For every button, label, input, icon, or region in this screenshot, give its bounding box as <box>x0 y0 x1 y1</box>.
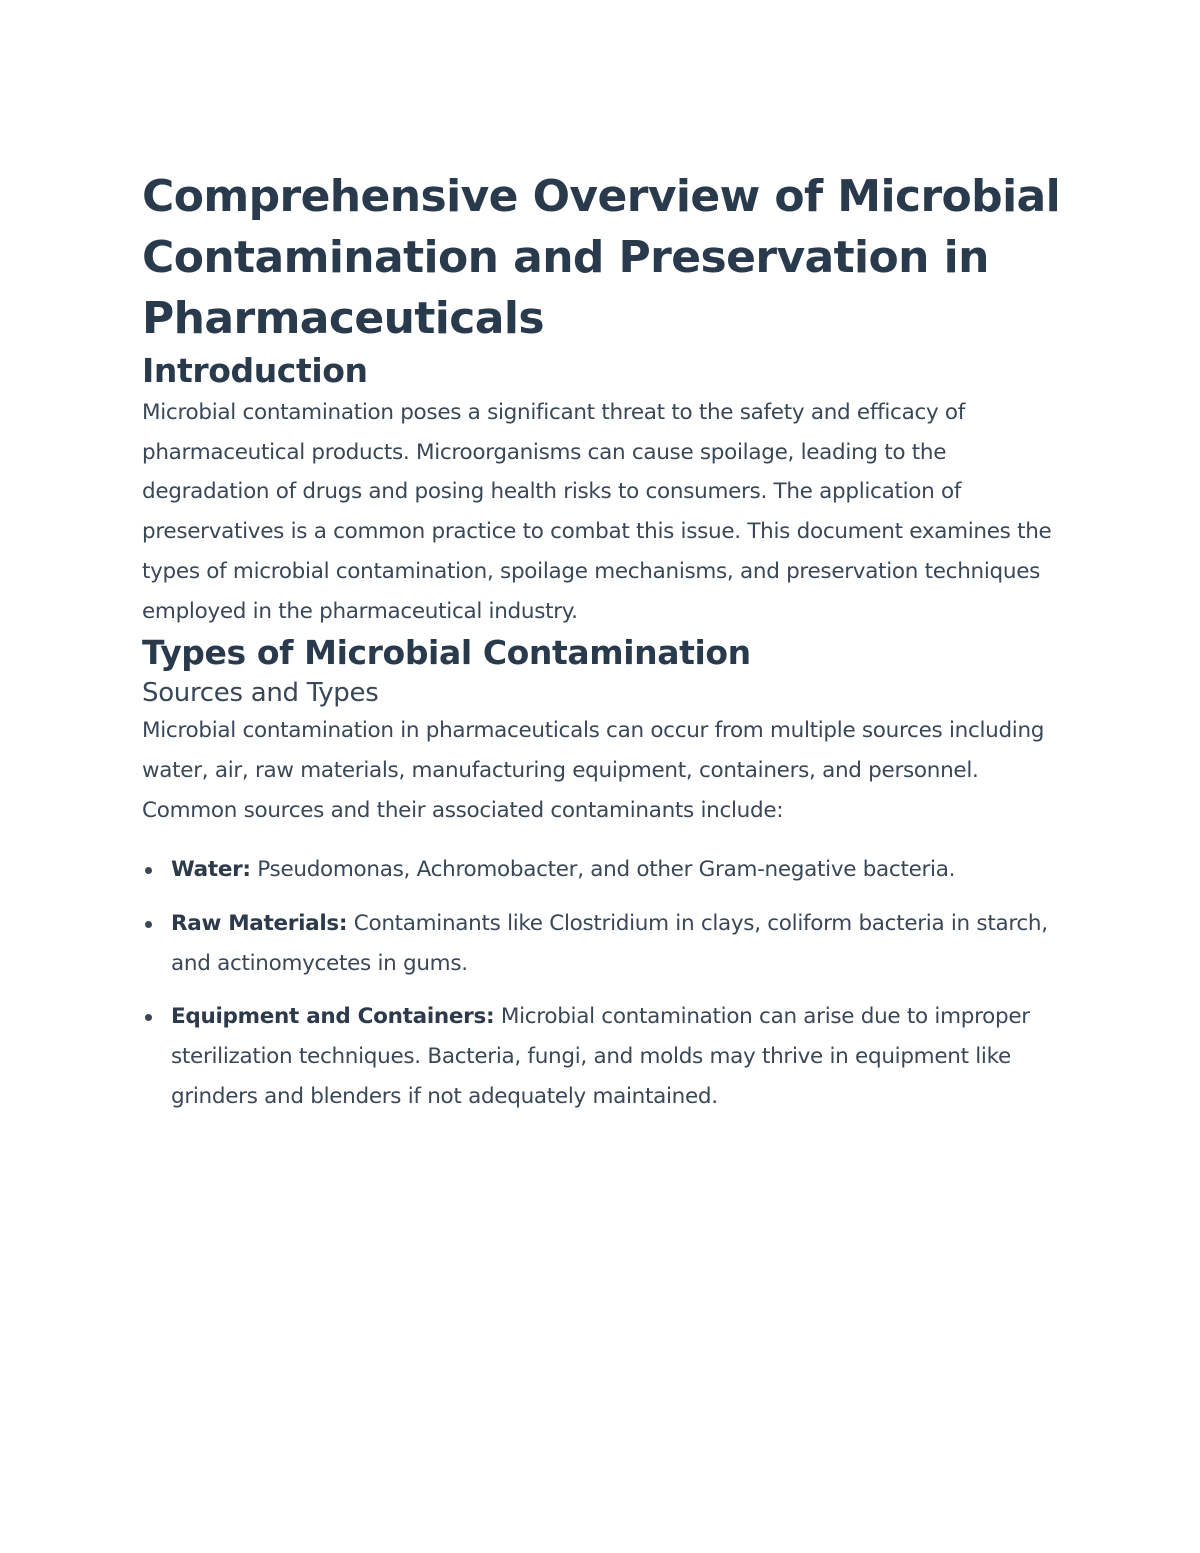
list-item-label: Water: <box>171 857 251 883</box>
list-item-text: Pseudomonas, Achromobacter, and other Gram-negative bacteria. <box>250 857 956 883</box>
list-item-text: Contaminants like Clostridium in clays, coliform bacteria in starch, and actinomycetes in gums. <box>171 911 1048 976</box>
introduction-heading: Introduction <box>142 351 368 390</box>
bullet-icon <box>145 867 152 874</box>
types-of-contamination-heading: Types of Microbial Contamination <box>142 633 751 673</box>
list-item <box>142 850 1062 890</box>
list-item-text: Microbial contamination can arise due to improper sterilization techniques. Bacteria, fungi, and molds may thrive in equipment like grinders and blenders if not adequately maintained. <box>171 1004 1030 1109</box>
list-item <box>142 904 1062 983</box>
bullet-icon <box>145 1014 152 1021</box>
bullet-icon <box>145 921 152 928</box>
document-title: Comprehensive Overview of Microbial Contamination and Preservation in Pharmaceuticals <box>142 171 1061 344</box>
list-item <box>142 997 1062 1116</box>
introduction-paragraph: Microbial contamination poses a significant threat to the safety and efficacy of pharmaceutical products. Microorganisms can cause spoilage, leading to the degradation of drugs and posing health risks to consumers. The application of preservatives is a common practice to combat this issue. This document examines the types of microbial contamination, spoilage mechanisms, and preservation techniques employed in the pharmaceutical industry. <box>142 400 1052 624</box>
list-item-label: Equipment and Containers: <box>171 1004 495 1030</box>
contaminant-sources-list <box>142 850 1062 1116</box>
sources-paragraph: Microbial contamination in pharmaceuticals can occur from multiple sources including water, air, raw materials, manufacturing equipment, containers, and personnel. Common sources and their associated contaminants include: <box>142 718 1045 823</box>
document-page <box>142 166 1062 1131</box>
list-item-label: Raw Materials: <box>171 911 348 937</box>
sources-and-types-heading: Sources and Types <box>142 678 379 709</box>
